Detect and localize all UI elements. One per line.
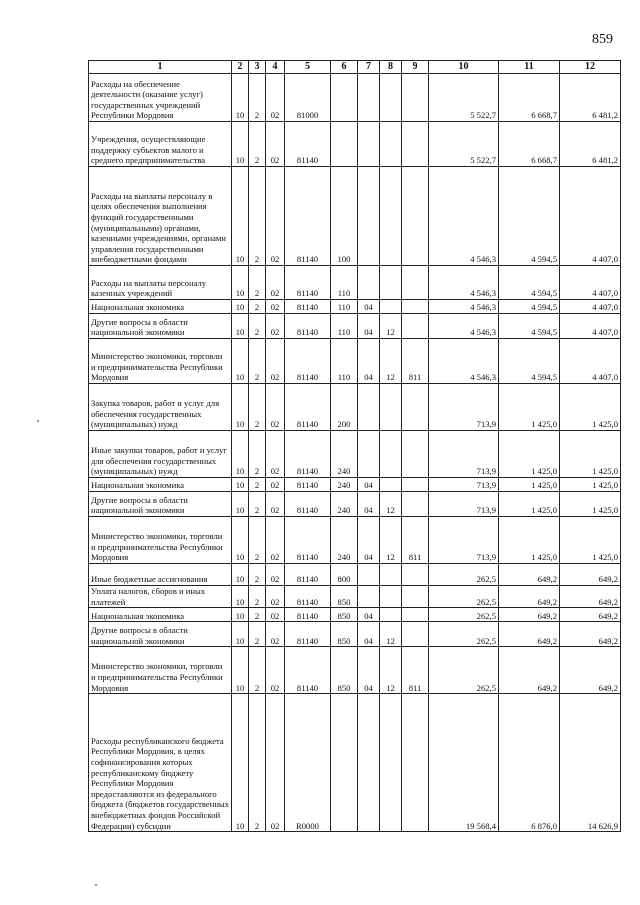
cell-col-10: 4 546,3 xyxy=(429,339,499,384)
table-header-row xyxy=(89,61,621,74)
table-row xyxy=(89,478,621,492)
cell-col-7: 04 xyxy=(358,300,380,314)
cell-col-4: 02 xyxy=(266,314,285,339)
cell-col-4: 02 xyxy=(266,74,285,122)
cell-col-3: 2 xyxy=(249,622,266,647)
row-name-cell: Министерство экономики, торговли и предпринимательства Республики Мордовия xyxy=(89,647,232,694)
budget-table xyxy=(88,60,621,832)
cell-col-3: 2 xyxy=(249,492,266,517)
cell-col-4: 02 xyxy=(266,517,285,564)
cell-col-5: 81140 xyxy=(285,492,331,517)
cell-col-12: 649,2 xyxy=(560,647,621,694)
row-name-cell: Другие вопросы в области национальной экономики xyxy=(89,622,232,647)
cell-col-9 xyxy=(402,314,429,339)
cell-col-12: 649,2 xyxy=(560,622,621,647)
cell-col-9: 811 xyxy=(402,517,429,564)
cell-col-6: 110 xyxy=(331,300,358,314)
cell-col-5: R0000 xyxy=(285,694,331,832)
cell-col-2: 10 xyxy=(232,300,249,314)
row-name-cell: Уплата налогов, сборов и иных платежей xyxy=(89,586,232,608)
cell-col-8 xyxy=(380,431,402,478)
cell-col-9 xyxy=(402,694,429,832)
cell-col-9 xyxy=(402,431,429,478)
cell-col-7 xyxy=(358,74,380,122)
cell-col-4: 02 xyxy=(266,647,285,694)
column-header: 9 xyxy=(402,61,429,74)
cell-col-11: 649,2 xyxy=(499,586,560,608)
cell-col-6: 100 xyxy=(331,167,358,266)
cell-col-2: 10 xyxy=(232,517,249,564)
cell-col-7 xyxy=(358,266,380,300)
cell-col-4: 02 xyxy=(266,478,285,492)
cell-col-2: 10 xyxy=(232,586,249,608)
cell-col-12: 4 407,0 xyxy=(560,266,621,300)
cell-col-3: 2 xyxy=(249,694,266,832)
cell-col-4: 02 xyxy=(266,167,285,266)
row-name-cell: Министерство экономики, торговли и предпринимательства Республики Мордовия xyxy=(89,517,232,564)
cell-col-12: 649,2 xyxy=(560,608,621,622)
cell-col-12: 1 425,0 xyxy=(560,478,621,492)
cell-col-8: 12 xyxy=(380,647,402,694)
cell-col-11: 649,2 xyxy=(499,622,560,647)
cell-col-4: 02 xyxy=(266,608,285,622)
cell-col-11: 1 425,0 xyxy=(499,384,560,431)
cell-col-9 xyxy=(402,122,429,167)
cell-col-12: 649,2 xyxy=(560,564,621,586)
table-body xyxy=(89,74,621,832)
cell-col-11: 6 668,7 xyxy=(499,122,560,167)
row-name-cell: Учреждения, осуществляющие поддержку субъектов малого и среднего предпринимательства xyxy=(89,122,232,167)
column-header: 8 xyxy=(380,61,402,74)
cell-col-5: 81140 xyxy=(285,586,331,608)
cell-col-3: 2 xyxy=(249,314,266,339)
cell-col-11: 6 876,0 xyxy=(499,694,560,832)
cell-col-11: 1 425,0 xyxy=(499,492,560,517)
cell-col-7 xyxy=(358,586,380,608)
cell-col-5: 81140 xyxy=(285,122,331,167)
cell-col-11: 6 668,7 xyxy=(499,74,560,122)
cell-col-9 xyxy=(402,384,429,431)
cell-col-12: 4 407,0 xyxy=(560,300,621,314)
cell-col-4: 02 xyxy=(266,492,285,517)
table-row xyxy=(89,564,621,586)
cell-col-4: 02 xyxy=(266,266,285,300)
cell-col-5: 81140 xyxy=(285,339,331,384)
cell-col-5: 81140 xyxy=(285,167,331,266)
cell-col-7 xyxy=(358,694,380,832)
table-row xyxy=(89,384,621,431)
cell-col-10: 713,9 xyxy=(429,478,499,492)
cell-col-6: 850 xyxy=(331,622,358,647)
page-number: 859 xyxy=(592,32,613,47)
cell-col-3: 2 xyxy=(249,384,266,431)
cell-col-6: 200 xyxy=(331,384,358,431)
cell-col-10: 4 546,3 xyxy=(429,167,499,266)
cell-col-5: 81140 xyxy=(285,647,331,694)
cell-col-5: 81140 xyxy=(285,314,331,339)
cell-col-4: 02 xyxy=(266,339,285,384)
cell-col-6 xyxy=(331,694,358,832)
cell-col-11: 4 594,5 xyxy=(499,167,560,266)
cell-col-10: 713,9 xyxy=(429,517,499,564)
cell-col-9 xyxy=(402,300,429,314)
cell-col-12: 1 425,0 xyxy=(560,517,621,564)
cell-col-8: 12 xyxy=(380,339,402,384)
cell-col-6: 240 xyxy=(331,492,358,517)
cell-col-6: 110 xyxy=(331,266,358,300)
column-header: 10 xyxy=(429,61,499,74)
cell-col-8 xyxy=(380,74,402,122)
cell-col-6: 850 xyxy=(331,647,358,694)
cell-col-11: 4 594,5 xyxy=(499,339,560,384)
column-header: 3 xyxy=(249,61,266,74)
row-name-cell: Национальная экономика xyxy=(89,608,232,622)
cell-col-11: 4 594,5 xyxy=(499,314,560,339)
column-header: 6 xyxy=(331,61,358,74)
cell-col-2: 10 xyxy=(232,647,249,694)
cell-col-7: 04 xyxy=(358,647,380,694)
cell-col-8 xyxy=(380,266,402,300)
cell-col-6: 240 xyxy=(331,517,358,564)
table-row xyxy=(89,608,621,622)
cell-col-7 xyxy=(358,384,380,431)
cell-col-2: 10 xyxy=(232,431,249,478)
cell-col-11: 1 425,0 xyxy=(499,517,560,564)
cell-col-3: 2 xyxy=(249,74,266,122)
cell-col-2: 10 xyxy=(232,608,249,622)
cell-col-5: 81140 xyxy=(285,478,331,492)
cell-col-9 xyxy=(402,478,429,492)
cell-col-3: 2 xyxy=(249,586,266,608)
row-name-cell: Расходы на выплаты персоналу в целях обеспечения выполнения функций государственными (муниципальными) органами, казенными учреждениями, органами управления государственными внебюджетными фондами xyxy=(89,167,232,266)
cell-col-12: 1 425,0 xyxy=(560,492,621,517)
cell-col-3: 2 xyxy=(249,167,266,266)
cell-col-10: 4 546,3 xyxy=(429,266,499,300)
cell-col-12: 649,2 xyxy=(560,586,621,608)
cell-col-4: 02 xyxy=(266,586,285,608)
cell-col-5: 81140 xyxy=(285,384,331,431)
cell-col-3: 2 xyxy=(249,478,266,492)
cell-col-5: 81000 xyxy=(285,74,331,122)
cell-col-9: 811 xyxy=(402,647,429,694)
table-row xyxy=(89,74,621,122)
cell-col-3: 2 xyxy=(249,564,266,586)
table-row xyxy=(89,314,621,339)
scan-speck xyxy=(37,420,39,422)
cell-col-3: 2 xyxy=(249,300,266,314)
cell-col-6: 240 xyxy=(331,431,358,478)
cell-col-8 xyxy=(380,478,402,492)
cell-col-3: 2 xyxy=(249,517,266,564)
cell-col-9 xyxy=(402,74,429,122)
column-header: 2 xyxy=(232,61,249,74)
cell-col-7 xyxy=(358,564,380,586)
cell-col-2: 10 xyxy=(232,384,249,431)
cell-col-6: 800 xyxy=(331,564,358,586)
cell-col-9 xyxy=(402,564,429,586)
row-name-cell: Другие вопросы в области национальной экономики xyxy=(89,492,232,517)
cell-col-12: 4 407,0 xyxy=(560,339,621,384)
table-row xyxy=(89,339,621,384)
cell-col-6: 240 xyxy=(331,478,358,492)
column-header: 1 xyxy=(89,61,232,74)
table-row xyxy=(89,266,621,300)
cell-col-8 xyxy=(380,384,402,431)
table-row xyxy=(89,167,621,266)
cell-col-3: 2 xyxy=(249,339,266,384)
cell-col-12: 1 425,0 xyxy=(560,384,621,431)
table-row xyxy=(89,431,621,478)
cell-col-2: 10 xyxy=(232,266,249,300)
cell-col-2: 10 xyxy=(232,74,249,122)
cell-col-5: 81140 xyxy=(285,608,331,622)
cell-col-9 xyxy=(402,266,429,300)
cell-col-7: 04 xyxy=(358,517,380,564)
cell-col-7 xyxy=(358,431,380,478)
cell-col-8: 12 xyxy=(380,314,402,339)
cell-col-12: 4 407,0 xyxy=(560,314,621,339)
cell-col-8 xyxy=(380,300,402,314)
cell-col-11: 1 425,0 xyxy=(499,478,560,492)
cell-col-3: 2 xyxy=(249,608,266,622)
table-row xyxy=(89,492,621,517)
cell-col-4: 02 xyxy=(266,622,285,647)
cell-col-2: 10 xyxy=(232,314,249,339)
row-name-cell: Расходы на обеспечение деятельности (оказание услуг) государственных учреждений Республики Мордовия xyxy=(89,74,232,122)
cell-col-6 xyxy=(331,74,358,122)
row-name-cell: Министерство экономики, торговли и предпринимательства Республики Мордовия xyxy=(89,339,232,384)
cell-col-2: 10 xyxy=(232,339,249,384)
cell-col-7 xyxy=(358,122,380,167)
row-name-cell: Иные бюджетные ассигнования xyxy=(89,564,232,586)
cell-col-10: 262,5 xyxy=(429,622,499,647)
table-row xyxy=(89,517,621,564)
cell-col-8: 12 xyxy=(380,622,402,647)
row-name-cell: Закупка товаров, работ и услуг для обеспечения государственных (муниципальных) нужд xyxy=(89,384,232,431)
cell-col-10: 5 522,7 xyxy=(429,74,499,122)
cell-col-7: 04 xyxy=(358,622,380,647)
cell-col-7: 04 xyxy=(358,478,380,492)
cell-col-8 xyxy=(380,122,402,167)
cell-col-4: 02 xyxy=(266,564,285,586)
cell-col-11: 649,2 xyxy=(499,608,560,622)
cell-col-2: 10 xyxy=(232,694,249,832)
cell-col-6: 850 xyxy=(331,608,358,622)
cell-col-7: 04 xyxy=(358,492,380,517)
cell-col-10: 713,9 xyxy=(429,431,499,478)
cell-col-12: 14 626,9 xyxy=(560,694,621,832)
cell-col-2: 10 xyxy=(232,478,249,492)
cell-col-5: 81140 xyxy=(285,266,331,300)
cell-col-6 xyxy=(331,122,358,167)
cell-col-5: 81140 xyxy=(285,517,331,564)
table-row xyxy=(89,622,621,647)
cell-col-10: 262,5 xyxy=(429,564,499,586)
cell-col-10: 262,5 xyxy=(429,586,499,608)
cell-col-2: 10 xyxy=(232,167,249,266)
cell-col-2: 10 xyxy=(232,622,249,647)
cell-col-8 xyxy=(380,694,402,832)
cell-col-5: 81140 xyxy=(285,622,331,647)
cell-col-10: 4 546,3 xyxy=(429,300,499,314)
cell-col-10: 4 546,3 xyxy=(429,314,499,339)
table-row xyxy=(89,122,621,167)
cell-col-10: 262,5 xyxy=(429,608,499,622)
cell-col-5: 81140 xyxy=(285,564,331,586)
cell-col-8: 12 xyxy=(380,492,402,517)
row-name-cell: Национальная экономика xyxy=(89,478,232,492)
cell-col-11: 4 594,5 xyxy=(499,266,560,300)
table-row xyxy=(89,647,621,694)
cell-col-4: 02 xyxy=(266,300,285,314)
row-name-cell: Иные закупки товаров, работ и услуг для обеспечения государственных (муниципальных) нужд xyxy=(89,431,232,478)
cell-col-10: 713,9 xyxy=(429,384,499,431)
cell-col-8 xyxy=(380,586,402,608)
cell-col-3: 2 xyxy=(249,647,266,694)
cell-col-4: 02 xyxy=(266,431,285,478)
cell-col-3: 2 xyxy=(249,122,266,167)
cell-col-4: 02 xyxy=(266,694,285,832)
cell-col-9 xyxy=(402,608,429,622)
cell-col-4: 02 xyxy=(266,122,285,167)
table-row xyxy=(89,586,621,608)
cell-col-12: 6 481,2 xyxy=(560,74,621,122)
cell-col-7 xyxy=(358,167,380,266)
cell-col-6: 110 xyxy=(331,339,358,384)
cell-col-9 xyxy=(402,492,429,517)
cell-col-3: 2 xyxy=(249,431,266,478)
cell-col-11: 4 594,5 xyxy=(499,300,560,314)
cell-col-11: 649,2 xyxy=(499,647,560,694)
cell-col-2: 10 xyxy=(232,122,249,167)
table-row xyxy=(89,300,621,314)
cell-col-10: 5 522,7 xyxy=(429,122,499,167)
cell-col-11: 649,2 xyxy=(499,564,560,586)
cell-col-9: 811 xyxy=(402,339,429,384)
column-header: 11 xyxy=(499,61,560,74)
cell-col-9 xyxy=(402,167,429,266)
cell-col-5: 81140 xyxy=(285,431,331,478)
cell-col-6: 850 xyxy=(331,586,358,608)
cell-col-2: 10 xyxy=(232,564,249,586)
cell-col-10: 19 568,4 xyxy=(429,694,499,832)
cell-col-8: 12 xyxy=(380,517,402,564)
cell-col-10: 713,9 xyxy=(429,492,499,517)
row-name-cell: Национальная экономика xyxy=(89,300,232,314)
cell-col-6: 110 xyxy=(331,314,358,339)
cell-col-9 xyxy=(402,586,429,608)
cell-col-11: 1 425,0 xyxy=(499,431,560,478)
column-header: 5 xyxy=(285,61,331,74)
cell-col-7: 04 xyxy=(358,608,380,622)
cell-col-8 xyxy=(380,564,402,586)
column-header: 12 xyxy=(560,61,621,74)
column-header: 4 xyxy=(266,61,285,74)
cell-col-12: 1 425,0 xyxy=(560,431,621,478)
table-row xyxy=(89,694,621,832)
cell-col-7: 04 xyxy=(358,314,380,339)
cell-col-12: 4 407,0 xyxy=(560,167,621,266)
cell-col-8 xyxy=(380,608,402,622)
row-name-cell: Расходы на выплаты персоналу казенных учреждений xyxy=(89,266,232,300)
cell-col-4: 02 xyxy=(266,384,285,431)
row-name-cell: Другие вопросы в области национальной экономики xyxy=(89,314,232,339)
cell-col-2: 10 xyxy=(232,492,249,517)
cell-col-12: 6 481,2 xyxy=(560,122,621,167)
row-name-cell: Расходы республиканского бюджета Республики Мордовия, в целях софинансирования которых республиканскому бюджету Республики Мордовия предоставляются из федерального бюджета (бюджетов государственных внебюджетных фондов Российской Федерации) субсидии xyxy=(89,694,232,832)
cell-col-5: 81140 xyxy=(285,300,331,314)
cell-col-9 xyxy=(402,622,429,647)
cell-col-10: 262,5 xyxy=(429,647,499,694)
cell-col-7: 04 xyxy=(358,339,380,384)
cell-col-3: 2 xyxy=(249,266,266,300)
column-header: 7 xyxy=(358,61,380,74)
scan-speck xyxy=(95,884,97,886)
cell-col-8 xyxy=(380,167,402,266)
